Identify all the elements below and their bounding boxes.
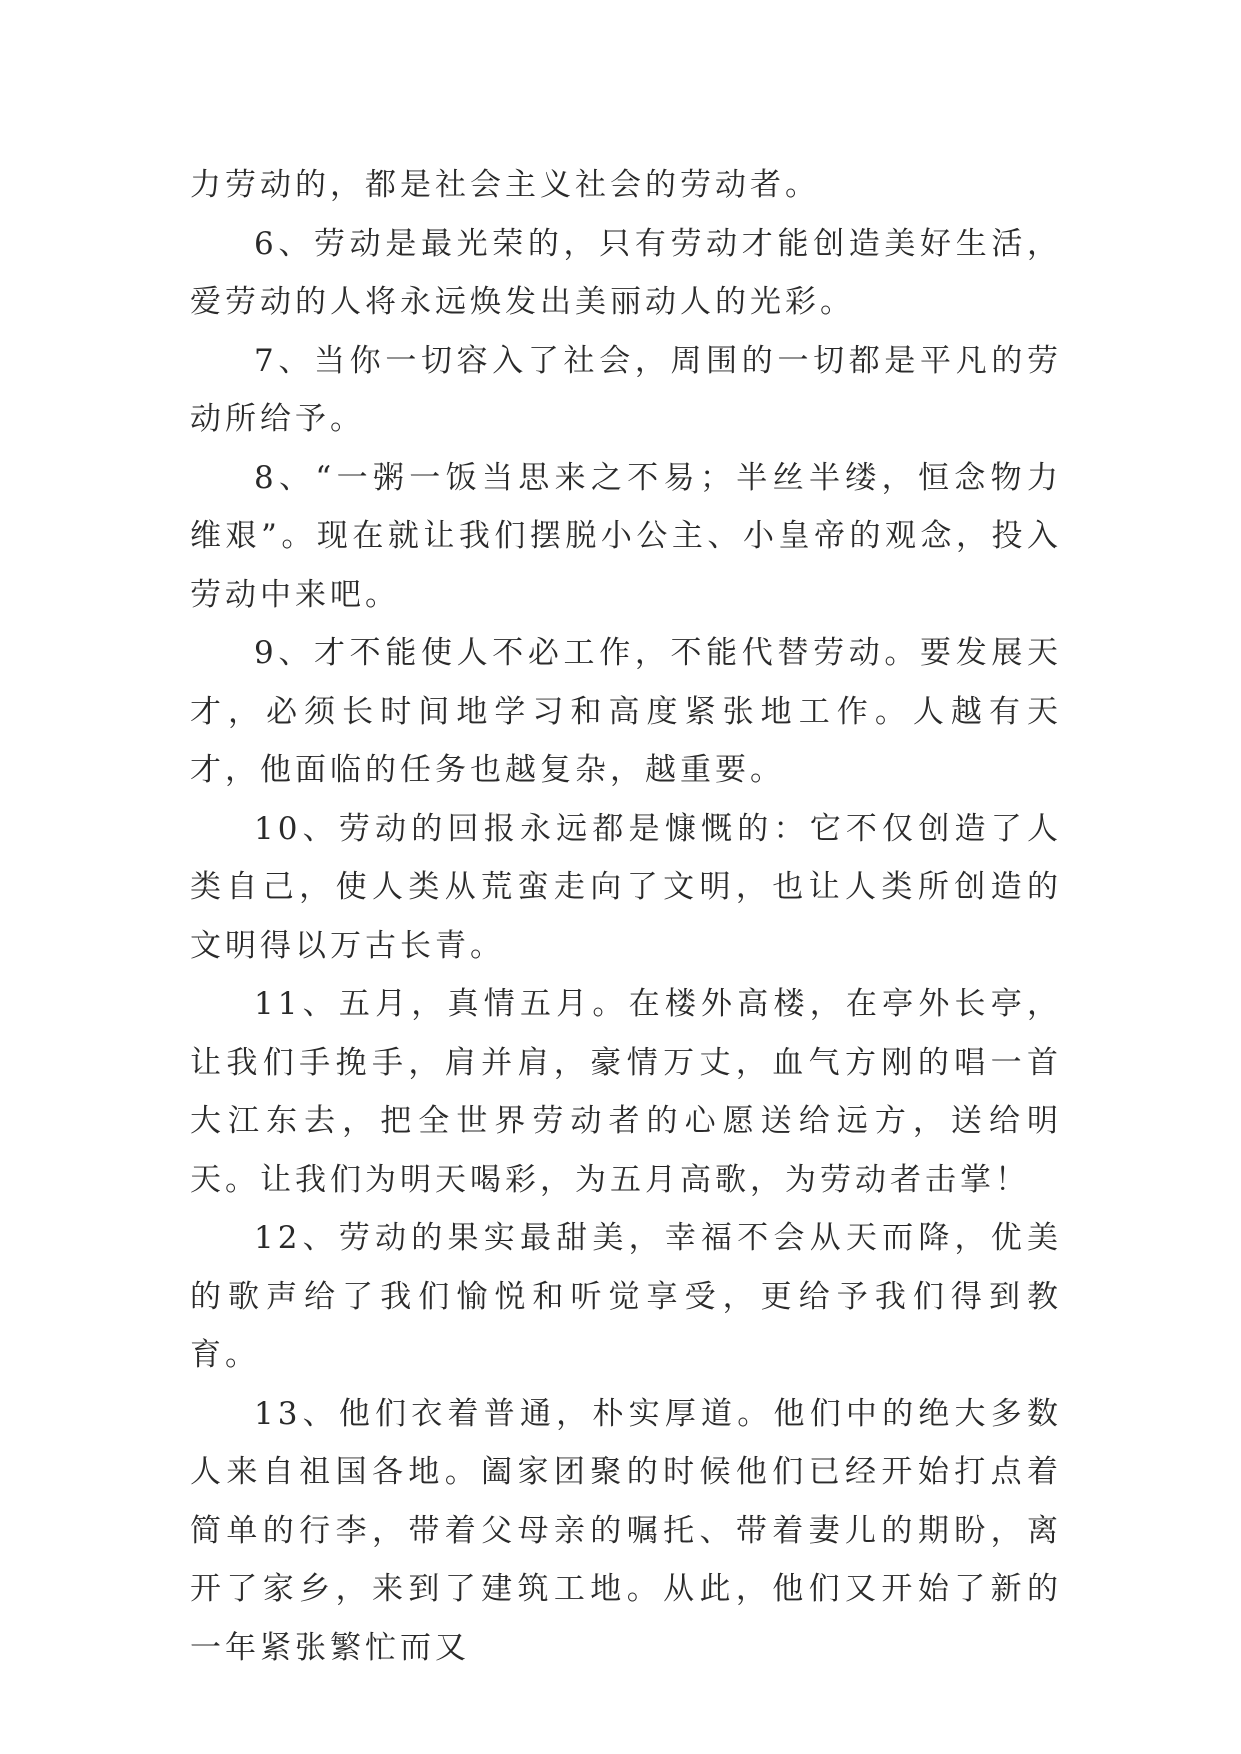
paragraph-item-13: 13、他们衣着普通，朴实厚道。他们中的绝大多数人来自祖国各地。阖家团聚的时候他们已经开始打点着简单的行李，带着父母亲的嘱托、带着妻儿的期盼，离开了家乡，来到了建筑工地。从此，他们又开始了新的一年紧张繁忙而又 bbox=[190, 1395, 1062, 1666]
document-body bbox=[190, 156, 1062, 1677]
paragraph-continuation: 力劳动的，都是社会主义社会的劳动者。 bbox=[190, 167, 820, 203]
paragraph-item-6: 6、劳动是最光荣的，只有劳动才能创造美好生活，爱劳动的人将永远焕发出美丽动人的光彩。 bbox=[190, 225, 1062, 320]
paragraph-item-8: 8、“一粥一饭当思来之不易；半丝半缕，恒念物力维艰”。现在就让我们摆脱小公主、小皇帝的观念，投入劳动中来吧。 bbox=[190, 459, 1062, 613]
paragraph-item-11: 11、五月，真情五月。在楼外高楼，在亭外长亭，让我们手挽手，肩并肩，豪情万丈，血气方刚的唱一首大江东去，把全世界劳动者的心愿送给远方，送给明天。让我们为明天喝彩，为五月高歌，为劳动者击掌！ bbox=[190, 986, 1062, 1198]
paragraph-item-12: 12、劳动的果实最甜美，幸福不会从天而降，优美的歌声给了我们愉悦和听觉享受，更给予我们得到教育。 bbox=[190, 1220, 1062, 1373]
paragraph-item-9: 9、才不能使人不必工作，不能代替劳动。要发展天才，必须长时间地学习和高度紧张地工作。人越有天才，他面临的任务也越复杂，越重要。 bbox=[190, 635, 1062, 788]
paragraph-item-7: 7、当你一切容入了社会，周围的一切都是平凡的劳动所给予。 bbox=[190, 342, 1062, 437]
paragraph-item-10: 10、劳动的回报永远都是慷慨的：它不仅创造了人类自己，使人类从荒蛮走向了文明，也让人类所创造的文明得以万古长青。 bbox=[190, 810, 1062, 964]
